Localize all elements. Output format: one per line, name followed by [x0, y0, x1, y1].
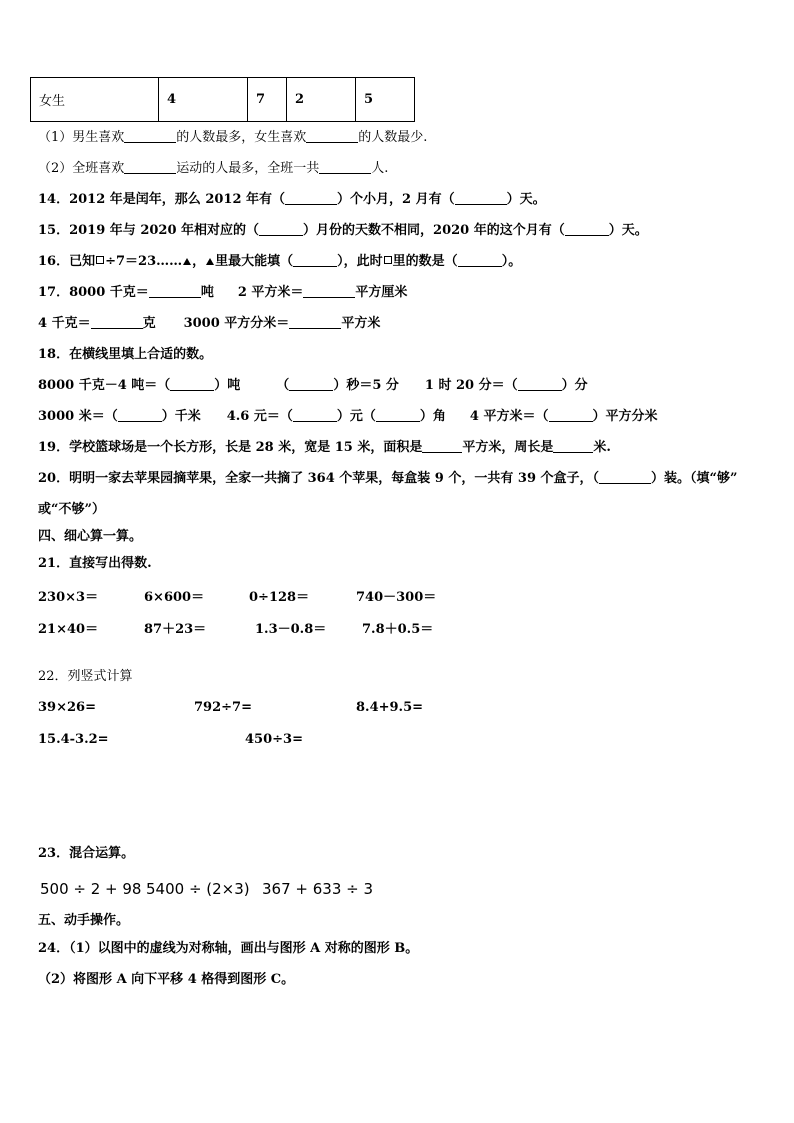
answer-blank[interactable] [289, 378, 333, 391]
answer-blank[interactable] [553, 440, 593, 453]
answer-blank[interactable] [455, 192, 507, 205]
answer-blank[interactable] [118, 409, 162, 422]
question-17-line1: 17．8000 千克＝ 吨 2 平方米＝ 平方厘米 [38, 285, 408, 300]
mixed-calc-item: 500 ÷ 2 + 98 [40, 880, 142, 898]
vertical-calc-item: 792÷7= [194, 700, 252, 715]
mixed-calc-item: 5400 ÷ (2×3) [146, 880, 250, 898]
triangle-icon [206, 258, 214, 265]
question-20-cont: 或“不够”） [38, 502, 105, 517]
answer-blank[interactable] [170, 378, 214, 391]
question-18-line2: 3000 米＝（ ）千米 4.6 元＝（ ）元（ ）角 4 平方米＝（ ）平方分米 [38, 409, 658, 424]
answer-blank[interactable] [319, 161, 371, 174]
answer-blank[interactable] [259, 223, 303, 236]
oral-calc-item: 0÷128＝ [249, 590, 310, 605]
oral-calc-item: 6×600＝ [144, 590, 205, 605]
answer-blank[interactable] [289, 316, 341, 329]
answer-blank[interactable] [376, 409, 420, 422]
answer-blank[interactable] [565, 223, 609, 236]
answer-blank[interactable] [549, 409, 593, 422]
question-24-part2: （2）将图形 A 向下平移 4 格得到图形 C。 [38, 972, 295, 987]
square-box-icon [96, 256, 104, 264]
question-14: 14．2012 年是闰年，那么 2012 年有（ ）个小月，2 月有（ ）天。 [38, 192, 546, 207]
q13-part2: （2）全班喜欢 运动的人最多，全班一共 人. [38, 161, 389, 176]
vertical-calc-item: 39×26= [38, 700, 96, 715]
oral-calc-item: 1.3－0.8＝ [255, 622, 327, 637]
question-21-title: 21．直接写出得数. [38, 556, 152, 571]
question-24-part1: 24．（1）以图中的虚线为对称轴，画出与图形 A 对称的图形 B。 [38, 941, 419, 956]
answer-blank[interactable] [293, 409, 337, 422]
answer-blank[interactable] [293, 254, 337, 267]
table-cell: 5 [356, 78, 415, 122]
answer-blank[interactable] [149, 285, 201, 298]
q13-part1: （1）男生喜欢 的人数最多，女生喜欢 的人数最少. [38, 130, 428, 145]
triangle-icon [183, 258, 191, 265]
answer-blank[interactable] [599, 471, 651, 484]
oral-calc-item: 21×40＝ [38, 622, 99, 637]
answer-blank[interactable] [303, 285, 355, 298]
oral-calc-item: 7.8＋0.5＝ [362, 622, 434, 637]
table-row [31, 78, 415, 122]
answer-blank[interactable] [91, 316, 143, 329]
vertical-calc-item: 450÷3= [245, 732, 303, 747]
mixed-calc-item: 367 + 633 ÷ 3 [262, 880, 374, 898]
question-19: 19．学校篮球场是一个长方形，长是 28 米，宽是 15 米，面积是 平方米，周长是 米. [38, 440, 611, 455]
answer-blank[interactable] [518, 378, 562, 391]
answer-blank[interactable] [124, 161, 176, 174]
vertical-calc-item: 15.4-3.2= [38, 732, 109, 747]
oral-calc-item: 87＋23＝ [144, 622, 207, 637]
question-20: 20．明明一家去苹果园摘苹果，全家一共摘了 364 个苹果，每盒装 9 个，一共有 39 个盒子，（ ）装。（填“够” [38, 471, 738, 486]
question-16: 16．已知 ÷7＝23…… ， 里最大能填（ ），此时 里的数是（ ）。 [38, 254, 522, 269]
question-22-title: 22．列竖式计算 [38, 669, 133, 684]
question-18-title: 18．在横线里填上合适的数。 [38, 347, 213, 362]
question-17-line2: 4 千克＝ 克 3000 平方分米＝ 平方米 [38, 316, 381, 331]
question-15: 15．2019 年与 2020 年相对应的（ ）月份的天数不相同，2020 年的这个月有（ ）天。 [38, 223, 648, 238]
question-23-title: 23．混合运算。 [38, 846, 135, 861]
table-cell: 女生 [31, 78, 159, 122]
oral-calc-item: 230×3＝ [38, 590, 99, 605]
answer-blank[interactable] [285, 192, 337, 205]
table-cell: 7 [248, 78, 287, 122]
data-table [30, 77, 415, 122]
square-box-icon [384, 256, 392, 264]
table-cell: 4 [159, 78, 248, 122]
answer-blank[interactable] [422, 440, 462, 453]
section-4-heading: 四、细心算一算。 [38, 529, 143, 544]
vertical-calc-item: 8.4+9.5= [356, 700, 424, 715]
answer-blank[interactable] [124, 130, 176, 143]
oral-calc-item: 740－300＝ [356, 590, 437, 605]
table-cell: 2 [287, 78, 356, 122]
section-5-heading: 五、动手操作。 [38, 913, 130, 928]
question-18-line1: 8000 千克－4 吨＝（ ）吨 （ ）秒＝5 分 1 时 20 分＝（ ）分 [38, 378, 588, 393]
answer-blank[interactable] [458, 254, 502, 267]
answer-blank[interactable] [306, 130, 358, 143]
